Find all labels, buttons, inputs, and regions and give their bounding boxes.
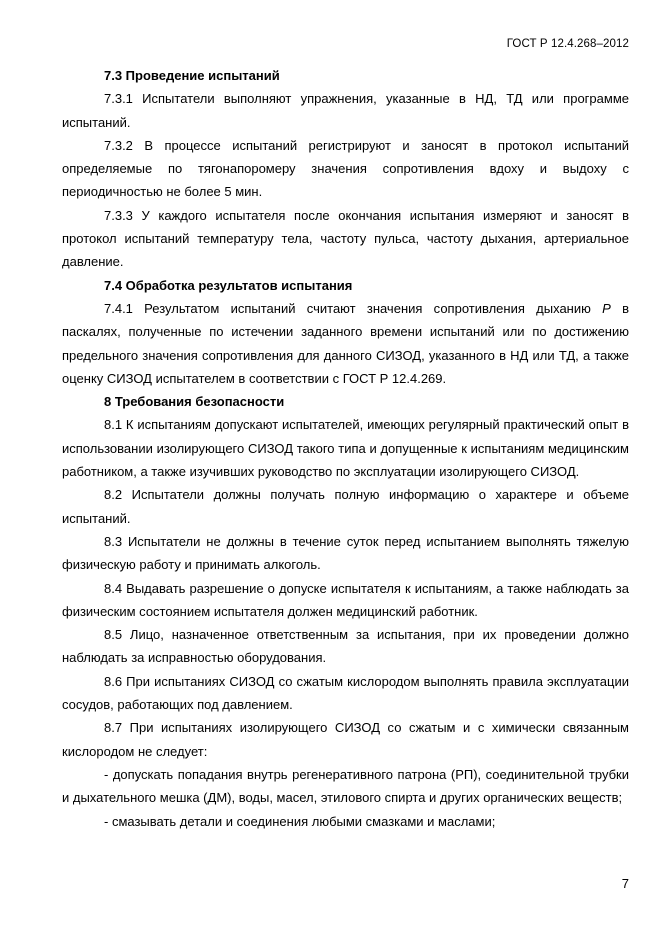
paragraph-8-3: 8.3 Испытатели не должны в течение суток перед испытанием выполнять тяжелую физическую работу и принимать алкоголь. bbox=[62, 533, 629, 573]
section-7-3-title: 7.3 Проведение испытаний bbox=[104, 68, 280, 83]
paragraph-8-5: 8.5 Лицо, назначенное ответственным за испытания, при их проведении должно наблюдать за исправностью оборудования. bbox=[62, 627, 629, 666]
paragraph-7-4-1 bbox=[62, 297, 629, 390]
paragraph-8-2: 8.2 Испытатели должны получать полную информацию о характере и объеме испытаний. bbox=[62, 487, 629, 526]
paragraph-8-4: 8.4 Выдавать разрешение о допуске испытателя к испытаниям, а также наблюдать за физическим состоянием испытателя должен медицинский работник. bbox=[62, 580, 629, 619]
section-7-4-title: 7.4 Обработка результатов испытания bbox=[104, 277, 353, 293]
document-body bbox=[62, 64, 629, 833]
paragraph-8-1: 8.1 К испытаниям допускают испытателей, имеющих регулярный практический опыт в использовании изолирующего СИЗОД такого типа и допущенные к испытаниям медицинским работником, а также изучивших руководство по эксплуатации изолирующего СИЗОД. bbox=[62, 417, 629, 480]
page-number: 7 bbox=[621, 876, 629, 891]
paragraph-7-3-2: 7.3.2 В процессе испытаний регистрируют и заносят в протокол испытаний определяемые по тягонапоромеру значения сопротивления вдоху и выдоху с периодичностью не более 5 мин. bbox=[62, 137, 629, 200]
paragraph-7-3-3: 7.3.3 У каждого испытателя после окончания испытания измеряют и заносят в протокол испытаний температуру тела, частоту пульса, частоту дыхания, артериальное давление. bbox=[62, 207, 629, 270]
paragraph-7-3-1: 7.3.1 Испытатели выполняют упражнения, указанные в НД, ТД или программе испытаний. bbox=[62, 91, 629, 130]
list-item-8-7-a: - допускать попадания внутрь регенеративного патрона (РП), соединительной трубки и дыхательного мешка (ДМ), воды, масел, этилового спирта и других органических веществ; bbox=[62, 766, 629, 806]
variable-p: P bbox=[602, 300, 611, 316]
section-8-title: 8 Требования безопасности bbox=[104, 394, 285, 410]
paragraph-7-4-1-start: 7.4.1 Результатом испытаний считают значения сопротивления дыханию bbox=[104, 300, 603, 316]
paragraph-8-7: 8.7 При испытаниях изолирующего СИЗОД со сжатым и с химически связанным кислородом не следует: bbox=[62, 720, 629, 759]
paragraph-7-4-1-end: в паскалях, полученные по истечении заданного времени испытаний или по достижению предельного значения сопротивления для данного СИЗОД, указанного в НД или ТД, а также оценку СИЗОД испытателем в соответствии с ГОСТ Р 12.4.269. bbox=[62, 300, 629, 386]
document-code-header: ГОСТ Р 12.4.268–2012 bbox=[506, 38, 629, 50]
paragraph-8-6: 8.6 При испытаниях СИЗОД со сжатым кислородом выполнять правила эксплуатации сосудов, работающих под давлением. bbox=[62, 673, 629, 713]
list-item-8-7-b: - смазывать детали и соединения любыми смазками и маслами; bbox=[104, 813, 496, 829]
